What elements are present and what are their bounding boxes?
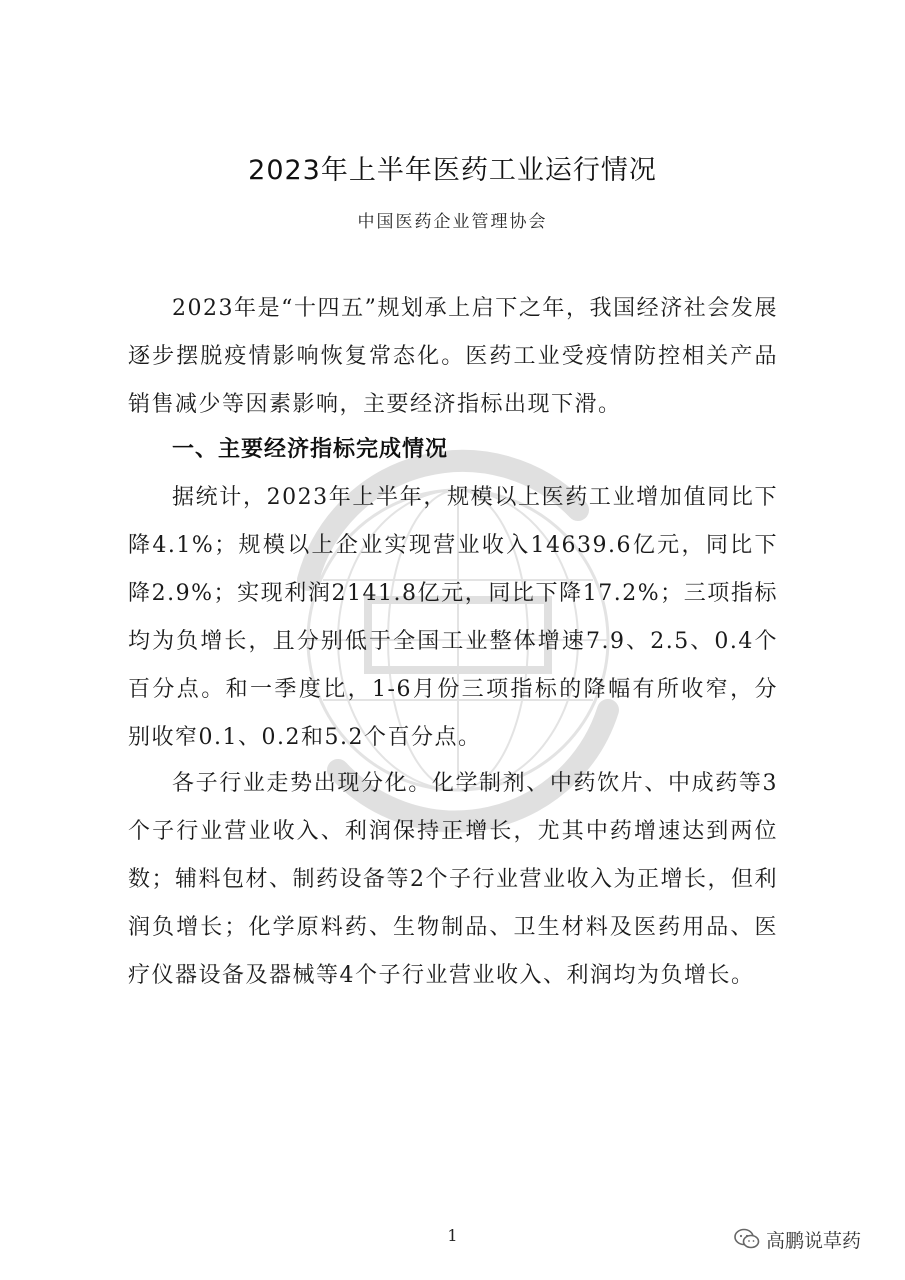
section-heading: 一、主要经济指标完成情况 xyxy=(172,437,449,462)
wechat-icon xyxy=(734,1228,760,1250)
document-subtitle: 中国医药企业管理协会 xyxy=(357,212,548,232)
page-number: 1 xyxy=(447,1226,458,1245)
account-badge xyxy=(734,1224,861,1254)
document-title: 2023年上半年医药工业运行情况 xyxy=(248,155,657,186)
paragraph-subsectors: 各子行业走势出现分化。化学制剂、中药饮片、中成药等3个子行业营业收入、利润保持正增长，尤其中药增速达到两位数；辅料包材、制药设备等2个子行业营业收入为正增长，但利润负增长；化学原料药、生物制品、卫生材料及医药用品、医疗仪器设备及器械等4个子行业营业收入、利润均为负增长。 xyxy=(128,771,778,988)
paragraph-indicators: 据统计，2023年上半年，规模以上医药工业增加值同比下降4.1%；规模以上企业实现营业收入14639.6亿元，同比下降2.9%；实现利润2141.8亿元，同比下降17.2%；三项指标均为负增长，且分别低于全国工业整体增速7.9、2.5、0.4个百分点。和一季度比，1-6月份三项指标的降幅有所收窄，分别收窄0.1、0.2和5.2个百分点。 xyxy=(128,485,778,750)
paragraph-intro: 2023年是“十四五”规划承上启下之年，我国经济社会发展逐步摆脱疫情影响恢复常态化。医药工业受疫情防控相关产品销售减少等因素影响，主要经济指标出现下滑。 xyxy=(128,296,778,417)
account-name: 高鹏说草药 xyxy=(766,1229,862,1252)
